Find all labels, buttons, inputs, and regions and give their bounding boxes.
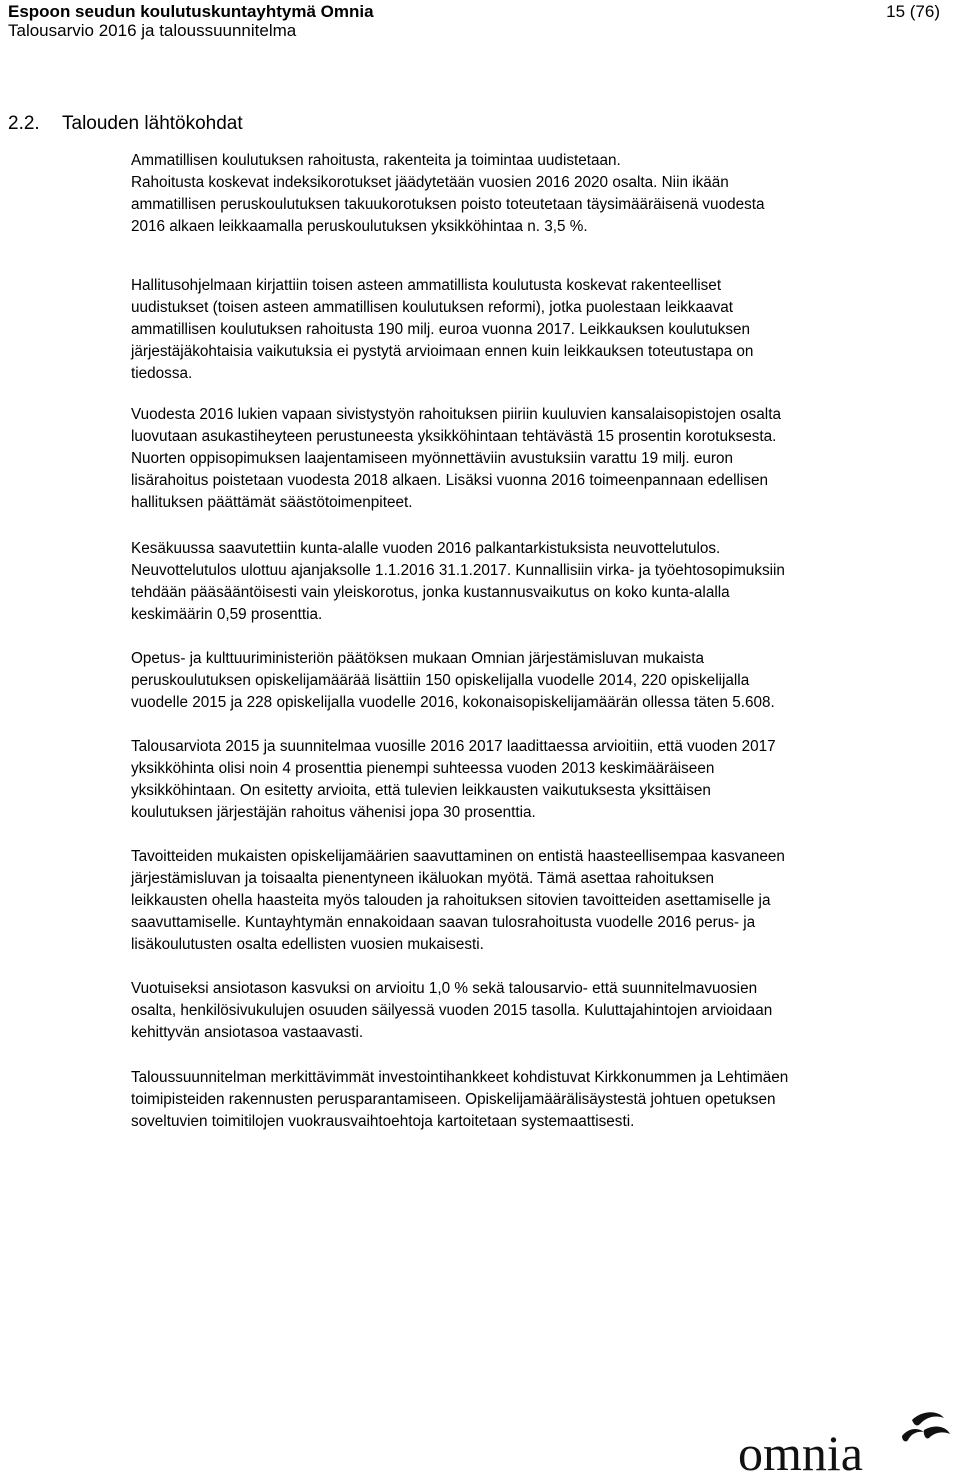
paragraph-line: lisärahoitus poistetaan vuodesta 2018 alkaen. Lisäksi vuonna 2016 toimeenpannaan edellisen [131, 472, 768, 489]
paragraph-6 [131, 736, 956, 824]
section-heading [8, 113, 243, 135]
paragraph-3 [131, 404, 956, 514]
section-number: 2.2. [8, 113, 40, 134]
organization-name: Espoon seudun koulutuskuntayhtymä Omnia [8, 2, 374, 21]
paragraph-8 [131, 978, 956, 1044]
paragraph-line: keskimäärin 0,59 prosenttia. [131, 606, 323, 623]
paragraph-line: Taloussuunnitelman merkittävimmät investointihankkeet kohdistuvat Kirkkonummen ja Lehtimäen [131, 1069, 789, 1086]
page-header [8, 0, 952, 42]
paragraph-line: järjestäjäkohtaisia vaikutuksia ei pystytä arvioimaan ennen kuin leikkauksen toteutustapa on [131, 343, 754, 360]
paragraph-9 [131, 1067, 956, 1133]
paragraph-7 [131, 846, 956, 956]
paragraph-line: vuodelle 2015 ja 228 opiskelijalla vuodelle 2016, kokonaisopiskelijamäärän ollessa täten 5.608. [131, 694, 775, 711]
paragraph-line: Ammatillisen koulutuksen rahoitusta, rakenteita ja toimintaa uudistetaan. [131, 152, 621, 169]
paragraph-line: toimipisteiden rakennusten perusparantamiseen. Opiskelijamäärälisäystestä johtuen opetuksen [131, 1091, 776, 1108]
omnia-logo-mark-icon [902, 1412, 950, 1441]
paragraph-line: ammatillisen koulutuksen rahoitusta 190 milj. euroa vuonna 2017. Leikkauksen koulutuksen [131, 321, 751, 338]
paragraph-line: luovutaan asukastiheyteen perustuneesta yksikköhintaan tehtävästä 15 prosentin korotuksesta. [131, 428, 777, 445]
paragraph-2 [131, 275, 956, 385]
paragraph-line: lisäkoulutusten osalta edellisten vuosien mukaisesti. [131, 936, 484, 953]
paragraph-line: Hallitusohjelmaan kirjattiin toisen asteen ammatillista koulutusta koskevat rakenteelliset [131, 277, 722, 294]
paragraph-line: hallituksen päättämät säästötoimenpiteet. [131, 494, 413, 511]
paragraph-line: ammatillisen peruskoulutuksen takuukorotuksen poisto toteutetaan täysimääräisenä vuodesta [131, 196, 765, 213]
paragraph-line: yksikköhintaan. On esitetty arvioita, että tulevien leikkausten vaikutuksesta yksittäisen [131, 782, 711, 799]
paragraph-line: leikkausten ohella haasteita myös talouden ja rahoituksen sitovien tavoitteiden asettamiselle ja [131, 892, 771, 909]
paragraph-5 [131, 648, 956, 714]
logo-wordmark: omnia [738, 1425, 863, 1475]
paragraph-line: uudistukset (toisen asteen ammatillisen koulutuksen reformi), jotka puolestaan leikkaavat [131, 299, 733, 316]
document-subtitle: Talousarvio 2016 ja taloussuunnitelma [8, 21, 297, 40]
page-number: 15 (76) [886, 2, 940, 21]
paragraph-line: osalta, henkilösivukulujen osuuden säilyessä vuoden 2015 tasolla. Kuluttajahintojen arvioidaan [131, 1002, 773, 1019]
omnia-logo [736, 1406, 958, 1475]
paragraph-line: järjestämisluvan ja toisaalta pienentyneen ikäluokan myötä. Tämä asettaa rahoituksen [131, 870, 715, 887]
paragraph-line: Vuodesta 2016 lukien vapaan sivistystyön rahoituksen piiriin kuuluvien kansalaisopistojen osalta [131, 406, 781, 423]
paragraph-line: Tavoitteiden mukaisten opiskelijamäärien saavuttaminen on entistä haasteellisempaa kasvaneen [131, 848, 785, 865]
paragraph-line: Rahoitusta koskevat indeksikorotukset jäädytetään vuosien 2016 2020 osalta. Niin ikään [131, 174, 729, 191]
paragraph-line: Neuvottelutulos ulottuu ajanjaksolle 1.1.2016 31.1.2017. Kunnallisiin virka- ja työehtosopimuksiin [131, 562, 785, 579]
paragraph-line: yksikköhinta olisi noin 4 prosenttia pienempi suhteessa vuoden 2013 keskimääräiseen [131, 760, 715, 777]
paragraph-line: koulutuksen järjestäjän rahoitus vähenisi jopa 30 prosenttia. [131, 804, 536, 821]
paragraph-1 [131, 150, 956, 238]
paragraph-line: Talousarviota 2015 ja suunnitelmaa vuosille 2016 2017 laadittaessa arvioitiin, että vuoden 2017 [131, 738, 776, 755]
section-title: Talouden lähtökohdat [62, 113, 243, 134]
paragraph-line: 2016 alkaen leikkaamalla peruskoulutuksen yksikköhintaa n. 3,5 %. [131, 218, 588, 235]
paragraph-line: tiedossa. [131, 365, 193, 382]
paragraph-line: soveltuvien toimitilojen vuokrausvaihtoehtoja kartoitetaan systemaattisesti. [131, 1113, 635, 1130]
paragraph-line: peruskoulutuksen opiskelijamäärää lisättiin 150 opiskelijalla vuodelle 2014, 220 opiskelijalla [131, 672, 750, 689]
paragraph-line: saavuttamiselle. Kuntayhtymän ennakoidaan saavan tulosrahoitusta vuodelle 2016 perus- ja [131, 914, 756, 931]
paragraph-line: kehittyvän ansiotasoa vastaavasti. [131, 1024, 364, 1041]
paragraph-line: Vuotuiseksi ansiotason kasvuksi on arvioitu 1,0 % sekä talousarvio- että suunnitelmavuosien [131, 980, 758, 997]
paragraph-line: Opetus- ja kulttuuriministeriön päätöksen mukaan Omnian järjestämisluvan mukaista [131, 650, 705, 667]
paragraph-line: Nuorten oppisopimuksen laajentamiseen myönnettäviin avustuksiin varattu 19 milj. euron [131, 450, 734, 467]
paragraph-4 [131, 538, 956, 626]
paragraph-line: Kesäkuussa saavutettiin kunta-alalle vuoden 2016 palkantarkistuksista neuvottelutulos. [131, 540, 721, 557]
paragraph-line: tehdään pääsääntöisesti vain yleiskorotus, jonka kustannusvaikutus on koko kunta-alalla [131, 584, 730, 601]
